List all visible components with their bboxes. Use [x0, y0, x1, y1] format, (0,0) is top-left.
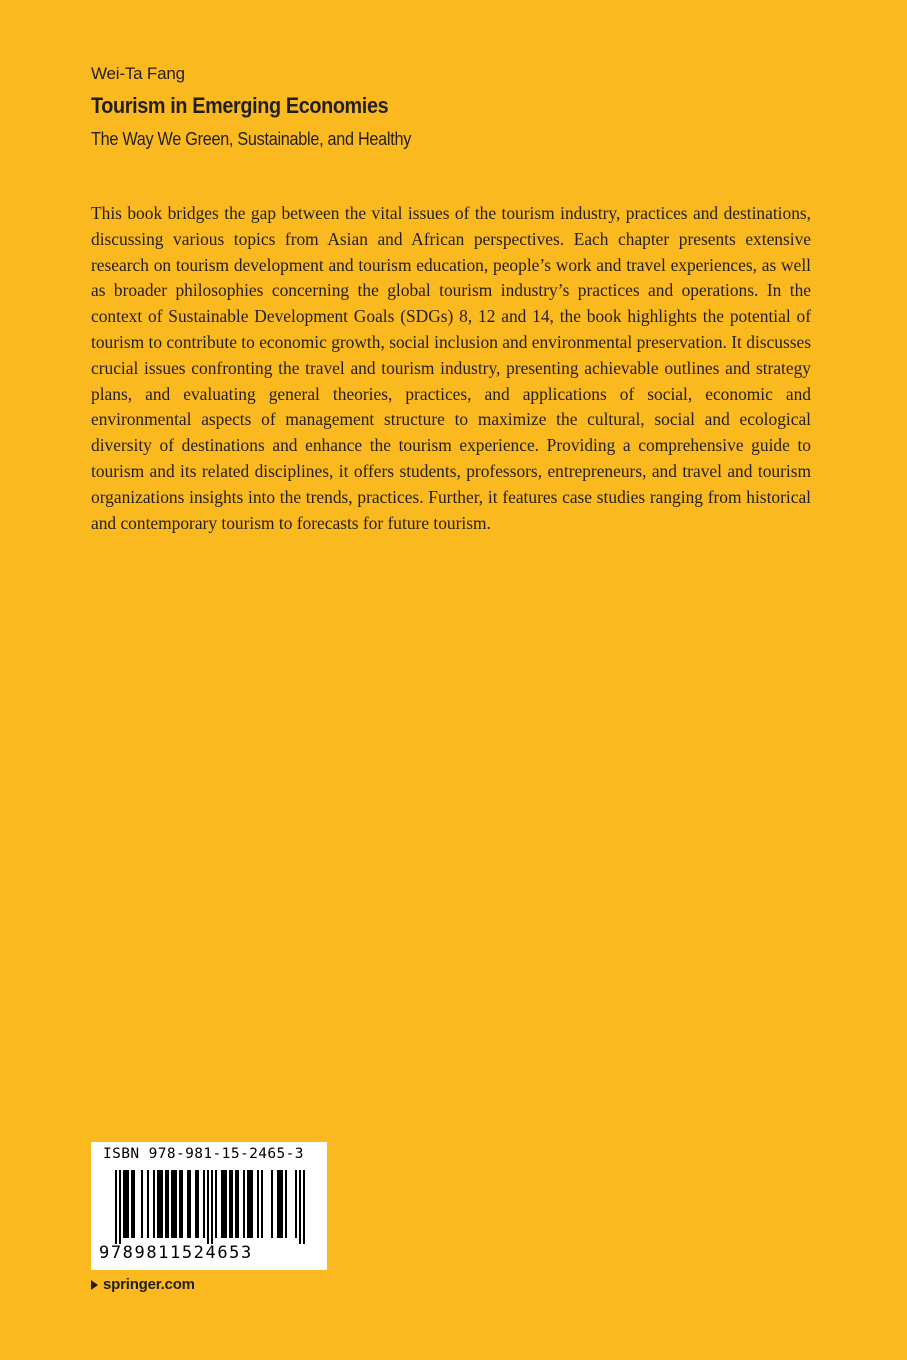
- barcode-bar: [189, 1170, 191, 1238]
- barcode-bar: [203, 1170, 205, 1238]
- barcode-bar: [161, 1170, 163, 1238]
- barcode-bar: [179, 1170, 181, 1238]
- barcode-bar: [211, 1170, 213, 1244]
- barcode-bar: [165, 1170, 167, 1238]
- publisher-url: springer.com: [103, 1276, 195, 1293]
- barcode-bar: [281, 1170, 283, 1238]
- barcode-bar: [285, 1170, 287, 1238]
- barcode-bar: [235, 1170, 237, 1238]
- barcode-bar: [127, 1170, 129, 1238]
- book-subtitle: The Way We Green, Sustainable, and Healthy: [91, 129, 412, 149]
- barcode-bar: [279, 1170, 281, 1238]
- barcode-bar: [195, 1170, 197, 1238]
- barcode-bar: [159, 1170, 161, 1238]
- barcode-bar: [173, 1170, 175, 1238]
- barcode-digits: 9789811524653: [99, 1243, 253, 1263]
- barcode-bar: [303, 1170, 305, 1244]
- barcode-bar: [271, 1170, 273, 1238]
- barcode-bars: [91, 1170, 327, 1244]
- barcode-bar: [277, 1170, 279, 1238]
- isbn-label: ISBN 978-981-15-2465-3: [103, 1146, 304, 1162]
- barcode-bar: [237, 1170, 239, 1238]
- barcode-bar: [225, 1170, 227, 1238]
- barcode-bar: [147, 1170, 149, 1238]
- barcode-bar: [197, 1170, 199, 1238]
- barcode-bar: [257, 1170, 259, 1238]
- barcode-bar: [175, 1170, 177, 1238]
- barcode-bar: [223, 1170, 225, 1238]
- barcode-bar: [119, 1170, 121, 1244]
- barcode-bar: [115, 1170, 117, 1244]
- barcode-bar: [167, 1170, 169, 1238]
- barcode-bar: [243, 1170, 245, 1238]
- barcode-bar: [215, 1170, 217, 1238]
- barcode-bar: [229, 1170, 231, 1238]
- publisher-link[interactable]: [91, 1276, 195, 1293]
- barcode-bar: [133, 1170, 135, 1238]
- barcode-bar: [295, 1170, 297, 1238]
- barcode-bar: [125, 1170, 127, 1238]
- barcode-bar: [261, 1170, 263, 1238]
- barcode-bar: [207, 1170, 209, 1244]
- barcode-bar: [221, 1170, 223, 1238]
- barcode-bar: [141, 1170, 143, 1238]
- barcode-bar: [157, 1170, 159, 1238]
- barcode-bar: [251, 1170, 253, 1238]
- barcode-bar: [247, 1170, 249, 1238]
- barcode-bar: [187, 1170, 189, 1238]
- barcode-bar: [231, 1170, 233, 1238]
- author-name: Wei-Ta Fang: [91, 64, 185, 83]
- barcode-bar: [153, 1170, 155, 1238]
- barcode-bar: [181, 1170, 183, 1238]
- barcode-box: [91, 1142, 327, 1270]
- barcode-bar: [123, 1170, 125, 1238]
- barcode-bar: [131, 1170, 133, 1238]
- barcode-bar: [171, 1170, 173, 1238]
- book-title: Tourism in Emerging Economies: [91, 93, 389, 118]
- book-description: This book bridges the gap between the vital issues of the tourism industry, practices and destinations, discussing various topics from Asian and African perspectives. Each chapter presents extensive research on tourism development and tourism education, people’s work and travel experiences, as well as broader philosophies concerning the global tourism industry’s practices and operations. In the context of Sustainable Development Goals (SDGs) 8, 12 and 14, the book highlights the potential of tourism to contribute to economic growth, social inclusion and environmental preservation. It discusses crucial issues confronting the travel and tourism industry, presenting achievable outlines and strategy plans, and evaluating general theories, practices, and applications of social, economic and environmental aspects of management structure to maximize the cultural, social and ecological diversity of destinations and enhance the tourism experience. Providing a comprehensive guide to tourism and its related disciplines, it offers students, professors, entrepreneurs, and travel and tourism organizations insights into the trends, practices. Further, it features case studies ranging from historical and contemporary tourism to forecasts for future tourism.: [91, 203, 811, 533]
- barcode-bar: [299, 1170, 301, 1244]
- barcode-bar: [249, 1170, 251, 1238]
- arrow-right-icon: [91, 1280, 98, 1290]
